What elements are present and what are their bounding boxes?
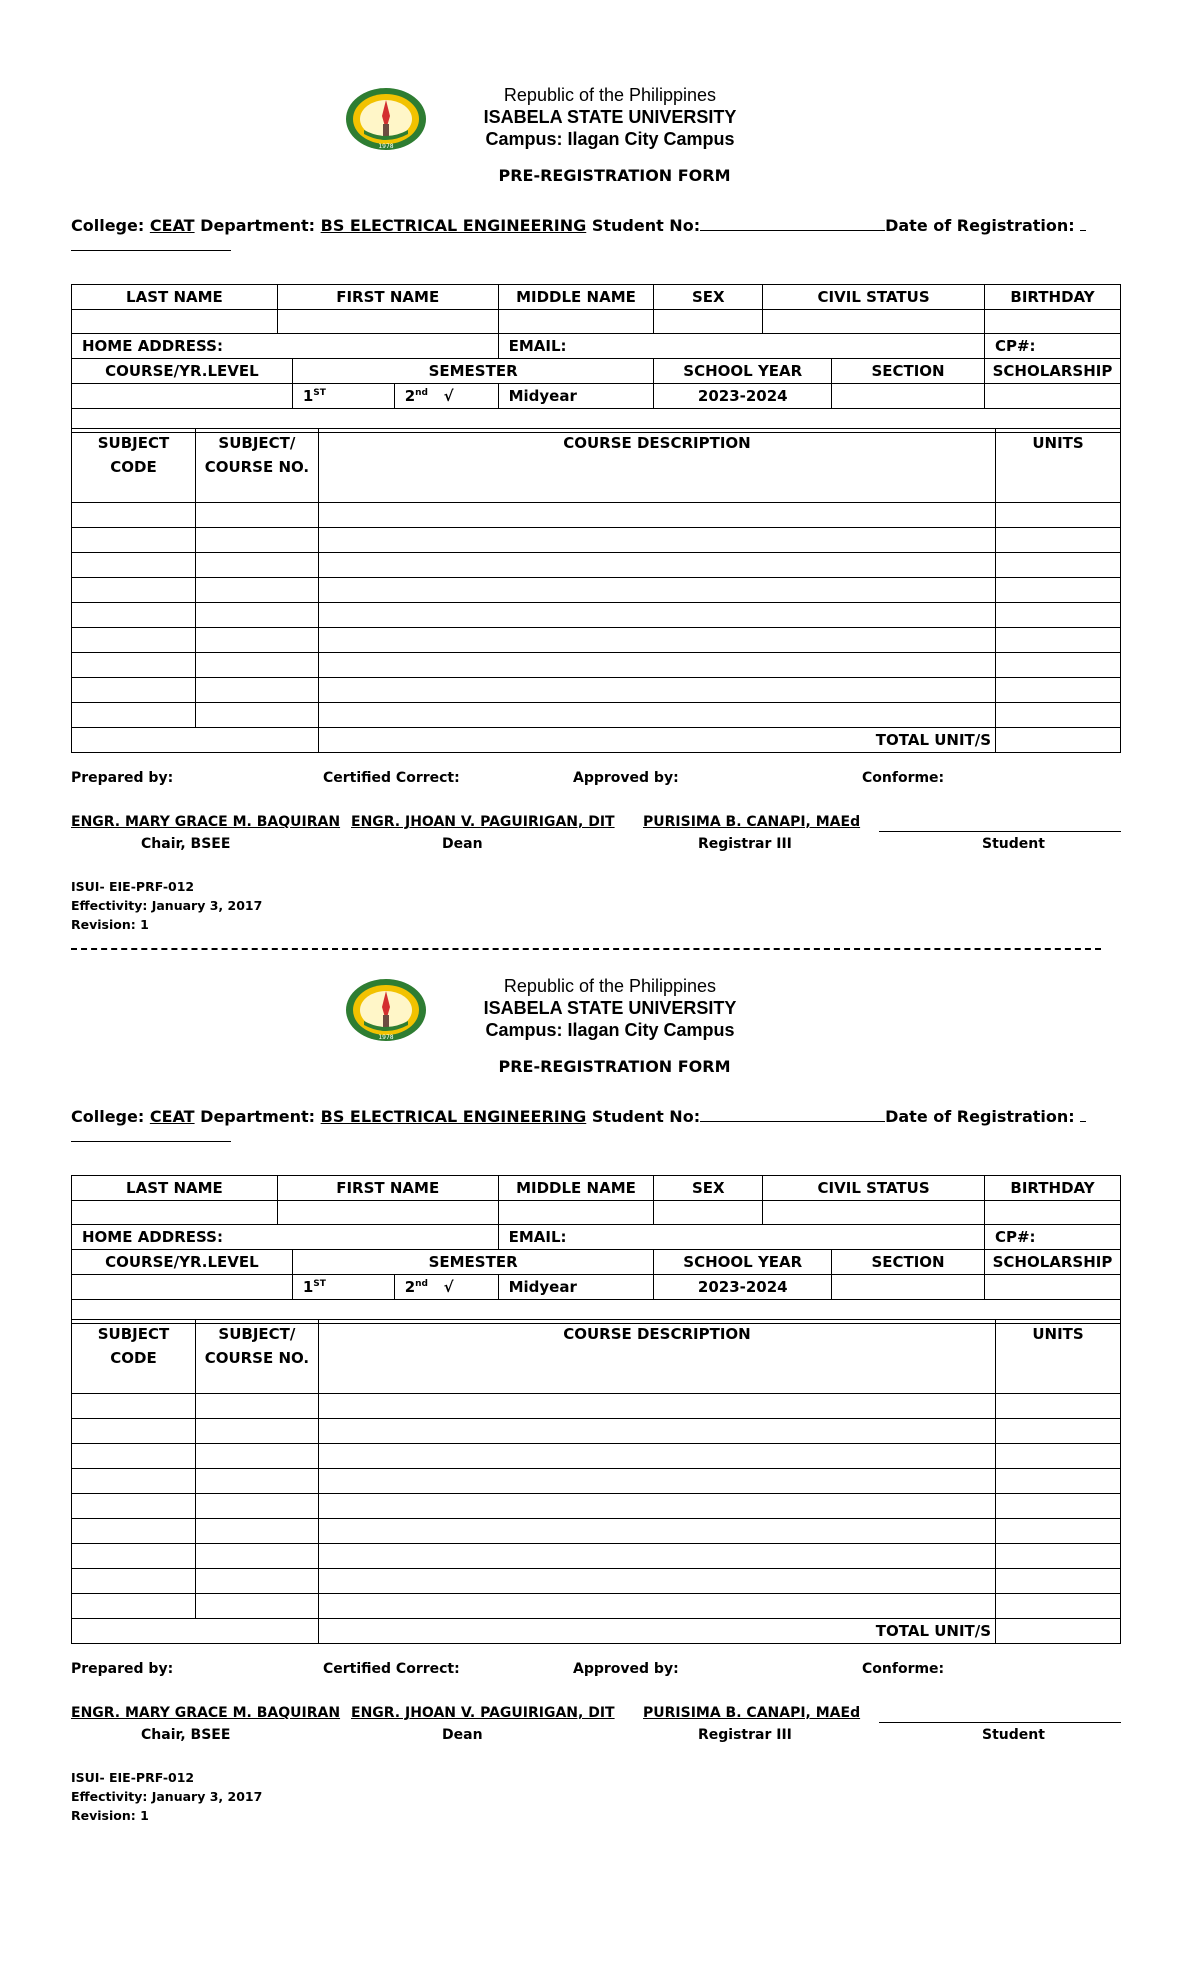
units-header: UNITS — [996, 1320, 1121, 1394]
school-year-header: SCHOOL YEAR — [654, 1250, 832, 1275]
description-cell[interactable] — [318, 1394, 995, 1419]
home-address-field[interactable] — [72, 334, 499, 359]
checkmark-icon: √ — [443, 1278, 454, 1296]
description-cell[interactable] — [318, 628, 995, 653]
certified-name: ENGR. JHOAN V. PAGUIRIGAN, DIT — [351, 814, 615, 830]
subject-row — [72, 653, 1121, 678]
course-no-cell[interactable] — [195, 1444, 318, 1469]
subjects-table — [71, 1319, 1121, 1644]
date-label: Date of Registration: — [885, 216, 1075, 235]
course-no-cell[interactable] — [195, 1494, 318, 1519]
subject-code-cell[interactable] — [72, 1544, 196, 1569]
approved-by-label: Approved by: — [573, 770, 679, 786]
university-seal-icon — [344, 977, 428, 1043]
seal-year: 1978 — [378, 143, 394, 150]
cp-field[interactable] — [984, 334, 1120, 359]
civil-status-header: CIVIL STATUS — [763, 1176, 985, 1201]
department-label: Department: — [200, 1107, 316, 1126]
university-name: ISABELA STATE UNIVERSITY — [483, 107, 737, 127]
description-cell[interactable] — [318, 1419, 995, 1444]
description-cell[interactable] — [318, 1544, 995, 1569]
civil-status-field[interactable] — [763, 1201, 985, 1225]
last-name-field[interactable] — [72, 310, 278, 334]
total-spacer — [72, 728, 319, 753]
subject-code-cell[interactable] — [72, 1569, 196, 1594]
subject-code-header: SUBJECT CODE — [72, 429, 196, 503]
description-cell[interactable] — [318, 653, 995, 678]
effectivity-date: Effectivity: January 3, 2017 — [71, 898, 263, 913]
total-units-label: TOTAL UNIT/S — [318, 728, 995, 753]
middle-name-field[interactable] — [498, 1201, 654, 1225]
description-cell[interactable] — [318, 528, 995, 553]
university-seal-icon — [344, 86, 428, 152]
university-name: ISABELA STATE UNIVERSITY — [483, 998, 737, 1018]
certified-correct-label: Certified Correct: — [323, 1661, 460, 1677]
last-name-header: LAST NAME — [72, 285, 278, 310]
date-field-continuation[interactable] — [71, 1129, 231, 1142]
student-info-table — [71, 284, 1121, 433]
units-cell[interactable] — [996, 653, 1121, 678]
semester-2nd-option[interactable]: 2nd √ — [394, 1275, 498, 1300]
course-no-cell[interactable] — [195, 553, 318, 578]
units-cell[interactable] — [996, 1419, 1121, 1444]
student-info-table — [71, 1175, 1121, 1324]
cut-line — [71, 948, 1101, 950]
course-no-cell[interactable] — [195, 1594, 318, 1619]
subject-row — [72, 1444, 1121, 1469]
email-label: EMAIL: — [508, 337, 567, 355]
subject-row — [72, 503, 1121, 528]
course-yr-header: COURSE/YR.LEVEL — [72, 1250, 293, 1275]
middle-name-field[interactable] — [498, 310, 654, 334]
total-spacer — [72, 1619, 319, 1644]
subject-code-cell[interactable] — [72, 1469, 196, 1494]
registration-info-line — [71, 1105, 1131, 1128]
subject-course-no-header: SUBJECT/ COURSE NO. — [195, 429, 318, 503]
course-no-cell[interactable] — [195, 1569, 318, 1594]
student-title: Student — [982, 836, 1045, 852]
subject-code-cell[interactable] — [72, 628, 196, 653]
conforme-label: Conforme: — [862, 1661, 945, 1677]
form-code: ISUI- EIE-PRF-012 — [71, 879, 195, 894]
semester-2nd-option[interactable]: 2nd √ — [394, 384, 498, 409]
section-field[interactable] — [832, 1275, 985, 1300]
first-name-header: FIRST NAME — [277, 1176, 498, 1201]
subject-code-cell[interactable] — [72, 1419, 196, 1444]
form-copy-2 — [0, 953, 1200, 1833]
checkmark-icon: √ — [443, 387, 454, 405]
midyear-option[interactable]: Midyear — [498, 384, 654, 409]
birthday-field[interactable] — [984, 310, 1120, 334]
prepared-title: Chair, BSEE — [141, 836, 231, 852]
prepared-title: Chair, BSEE — [141, 1727, 231, 1743]
section-header: SECTION — [832, 359, 985, 384]
home-address-field[interactable] — [72, 1225, 499, 1250]
email-label: EMAIL: — [508, 1228, 567, 1246]
student-signature-line[interactable] — [879, 830, 1121, 832]
revision-number: Revision: 1 — [71, 917, 149, 932]
semester-1st-option[interactable]: 1ST — [292, 1275, 394, 1300]
subject-row — [72, 1544, 1121, 1569]
sex-header: SEX — [654, 285, 763, 310]
approved-title: Registrar III — [698, 836, 792, 852]
birthday-field[interactable] — [984, 1201, 1120, 1225]
prepared-name: ENGR. MARY GRACE M. BAQUIRAN — [71, 814, 341, 830]
subject-course-no-header: SUBJECT/ COURSE NO. — [195, 1320, 318, 1394]
first-name-header: FIRST NAME — [277, 285, 498, 310]
units-cell[interactable] — [996, 603, 1121, 628]
subject-row — [72, 578, 1121, 603]
semester-header: SEMESTER — [292, 1250, 654, 1275]
course-no-cell[interactable] — [195, 1519, 318, 1544]
header-text — [440, 975, 780, 1041]
conforme-label: Conforme: — [862, 770, 945, 786]
college-label: College: — [71, 216, 145, 235]
email-field[interactable] — [498, 334, 984, 359]
student-no-label: Student No: — [591, 1107, 701, 1126]
semester-1st-option[interactable]: 1ST — [292, 384, 394, 409]
course-no-cell[interactable] — [195, 578, 318, 603]
description-cell[interactable] — [318, 1519, 995, 1544]
units-cell[interactable] — [996, 628, 1121, 653]
units-cell[interactable] — [996, 1469, 1121, 1494]
total-units-field[interactable] — [996, 1619, 1121, 1644]
description-cell[interactable] — [318, 503, 995, 528]
department-label: Department: — [200, 216, 316, 235]
total-units-field[interactable] — [996, 728, 1121, 753]
course-no-cell[interactable] — [195, 703, 318, 728]
revision-number: Revision: 1 — [71, 1808, 149, 1823]
subject-row — [72, 1594, 1121, 1619]
units-cell[interactable] — [996, 1544, 1121, 1569]
form-title: PRE-REGISTRATION FORM — [498, 1057, 731, 1076]
student-no-field[interactable] — [700, 214, 885, 231]
course-no-cell[interactable] — [195, 1469, 318, 1494]
date-field-continuation[interactable] — [71, 238, 231, 251]
subject-code-cell[interactable] — [72, 653, 196, 678]
subject-code-header: SUBJECT CODE — [72, 1320, 196, 1394]
certified-title: Dean — [442, 836, 483, 852]
certified-name: ENGR. JHOAN V. PAGUIRIGAN, DIT — [351, 1705, 615, 1721]
course-no-cell[interactable] — [195, 678, 318, 703]
subject-row — [72, 1494, 1121, 1519]
units-cell[interactable] — [996, 1394, 1121, 1419]
course-no-cell[interactable] — [195, 1394, 318, 1419]
civil-status-field[interactable] — [763, 310, 985, 334]
subject-row — [72, 528, 1121, 553]
course-no-cell[interactable] — [195, 653, 318, 678]
section-field[interactable] — [832, 384, 985, 409]
prepared-by-label: Prepared by: — [71, 770, 174, 786]
form-title: PRE-REGISTRATION FORM — [498, 166, 731, 185]
department-value[interactable]: BS ELECTRICAL ENGINEERING — [320, 1107, 587, 1126]
document-footer — [71, 1768, 262, 1825]
date-label: Date of Registration: — [885, 1107, 1075, 1126]
course-no-cell[interactable] — [195, 628, 318, 653]
seal-year: 1978 — [378, 1034, 394, 1041]
scholarship-header: SCHOLARSHIP — [984, 359, 1120, 384]
department-value[interactable]: BS ELECTRICAL ENGINEERING — [320, 216, 587, 235]
subject-row — [72, 1569, 1121, 1594]
units-cell[interactable] — [996, 553, 1121, 578]
description-cell[interactable] — [318, 1594, 995, 1619]
student-signature-line[interactable] — [879, 1721, 1121, 1723]
course-no-cell[interactable] — [195, 1544, 318, 1569]
sex-field[interactable] — [654, 310, 763, 334]
description-cell[interactable] — [318, 1569, 995, 1594]
subject-code-cell[interactable] — [72, 1394, 196, 1419]
republic-line: Republic of the Philippines — [503, 85, 717, 105]
units-cell[interactable] — [996, 678, 1121, 703]
birthday-header: BIRTHDAY — [984, 1176, 1120, 1201]
units-cell[interactable] — [996, 503, 1121, 528]
republic-line: Republic of the Philippines — [503, 976, 717, 996]
subject-row — [72, 1419, 1121, 1444]
cp-label: CP#: — [994, 337, 1036, 355]
approved-name: PURISIMA B. CANAPI, MAEd — [643, 1705, 861, 1721]
last-name-field[interactable] — [72, 1201, 278, 1225]
sex-header: SEX — [654, 1176, 763, 1201]
approved-title: Registrar III — [698, 1727, 792, 1743]
course-description-header: COURSE DESCRIPTION — [318, 1320, 995, 1394]
units-cell[interactable] — [996, 1569, 1121, 1594]
prepared-by-label: Prepared by: — [71, 1661, 174, 1677]
home-address-label: HOME ADDRESS: — [82, 337, 223, 355]
first-name-field[interactable] — [277, 1201, 498, 1225]
description-cell[interactable] — [318, 1444, 995, 1469]
course-yr-field[interactable] — [72, 384, 293, 409]
units-cell[interactable] — [996, 1494, 1121, 1519]
subject-row — [72, 1469, 1121, 1494]
description-cell[interactable] — [318, 703, 995, 728]
approved-name: PURISIMA B. CANAPI, MAEd — [643, 814, 861, 830]
subjects-table — [71, 428, 1121, 753]
subject-code-cell[interactable] — [72, 703, 196, 728]
subject-row — [72, 703, 1121, 728]
school-year-value[interactable]: 2023-2024 — [654, 1275, 832, 1300]
subject-code-cell[interactable] — [72, 503, 196, 528]
description-cell[interactable] — [318, 553, 995, 578]
subject-row — [72, 678, 1121, 703]
section-header: SECTION — [832, 1250, 985, 1275]
subject-code-cell[interactable] — [72, 603, 196, 628]
subject-code-cell[interactable] — [72, 1594, 196, 1619]
birthday-header: BIRTHDAY — [984, 285, 1120, 310]
certified-correct-label: Certified Correct: — [323, 770, 460, 786]
college-value[interactable]: CEAT — [149, 1107, 195, 1126]
description-cell[interactable] — [318, 603, 995, 628]
subject-code-cell[interactable] — [72, 678, 196, 703]
college-value[interactable]: CEAT — [149, 216, 195, 235]
effectivity-date: Effectivity: January 3, 2017 — [71, 1789, 263, 1804]
certified-title: Dean — [442, 1727, 483, 1743]
units-header: UNITS — [996, 429, 1121, 503]
last-name-header: LAST NAME — [72, 1176, 278, 1201]
subject-code-cell[interactable] — [72, 578, 196, 603]
student-no-label: Student No: — [591, 216, 701, 235]
scholarship-header: SCHOLARSHIP — [984, 1250, 1120, 1275]
approved-by-label: Approved by: — [573, 1661, 679, 1677]
campus-line: Campus: Ilagan City Campus — [485, 1020, 735, 1040]
middle-name-header: MIDDLE NAME — [498, 285, 654, 310]
total-units-label: TOTAL UNIT/S — [318, 1619, 995, 1644]
email-field[interactable] — [498, 1225, 984, 1250]
scholarship-field[interactable] — [984, 384, 1120, 409]
description-cell[interactable] — [318, 578, 995, 603]
campus-line: Campus: Ilagan City Campus — [485, 129, 735, 149]
school-year-header: SCHOOL YEAR — [654, 359, 832, 384]
units-cell[interactable] — [996, 578, 1121, 603]
student-title: Student — [982, 1727, 1045, 1743]
course-no-cell[interactable] — [195, 1419, 318, 1444]
semester-header: SEMESTER — [292, 359, 654, 384]
first-name-field[interactable] — [277, 310, 498, 334]
units-cell[interactable] — [996, 1444, 1121, 1469]
course-description-header: COURSE DESCRIPTION — [318, 429, 995, 503]
units-cell[interactable] — [996, 1519, 1121, 1544]
sex-field[interactable] — [654, 1201, 763, 1225]
form-code: ISUI- EIE-PRF-012 — [71, 1770, 195, 1785]
document-footer — [71, 877, 262, 934]
units-cell[interactable] — [996, 703, 1121, 728]
description-cell[interactable] — [318, 678, 995, 703]
civil-status-header: CIVIL STATUS — [763, 285, 985, 310]
course-no-cell[interactable] — [195, 503, 318, 528]
date-field-start[interactable] — [1080, 214, 1086, 231]
date-field-start[interactable] — [1080, 1105, 1086, 1122]
cp-field[interactable] — [984, 1225, 1120, 1250]
form-copy-1 — [0, 62, 1200, 942]
course-yr-field[interactable] — [72, 1275, 293, 1300]
subject-row — [72, 1519, 1121, 1544]
cp-label: CP#: — [994, 1228, 1036, 1246]
midyear-option[interactable]: Midyear — [498, 1275, 654, 1300]
subject-code-cell[interactable] — [72, 1444, 196, 1469]
subject-row — [72, 553, 1121, 578]
subject-code-cell[interactable] — [72, 553, 196, 578]
school-year-value[interactable]: 2023-2024 — [654, 384, 832, 409]
course-no-cell[interactable] — [195, 528, 318, 553]
description-cell[interactable] — [318, 1494, 995, 1519]
registration-info-line — [71, 214, 1131, 237]
units-cell[interactable] — [996, 528, 1121, 553]
subject-code-cell[interactable] — [72, 528, 196, 553]
subject-row — [72, 628, 1121, 653]
college-label: College: — [71, 1107, 145, 1126]
course-yr-header: COURSE/YR.LEVEL — [72, 359, 293, 384]
middle-name-header: MIDDLE NAME — [498, 1176, 654, 1201]
scholarship-field[interactable] — [984, 1275, 1120, 1300]
course-no-cell[interactable] — [195, 603, 318, 628]
subject-code-cell[interactable] — [72, 1494, 196, 1519]
subject-row — [72, 1394, 1121, 1419]
prepared-name: ENGR. MARY GRACE M. BAQUIRAN — [71, 1705, 341, 1721]
subject-code-cell[interactable] — [72, 1519, 196, 1544]
home-address-label: HOME ADDRESS: — [82, 1228, 223, 1246]
header-text — [440, 84, 780, 150]
description-cell[interactable] — [318, 1469, 995, 1494]
subject-row — [72, 603, 1121, 628]
units-cell[interactable] — [996, 1594, 1121, 1619]
student-no-field[interactable] — [700, 1105, 885, 1122]
